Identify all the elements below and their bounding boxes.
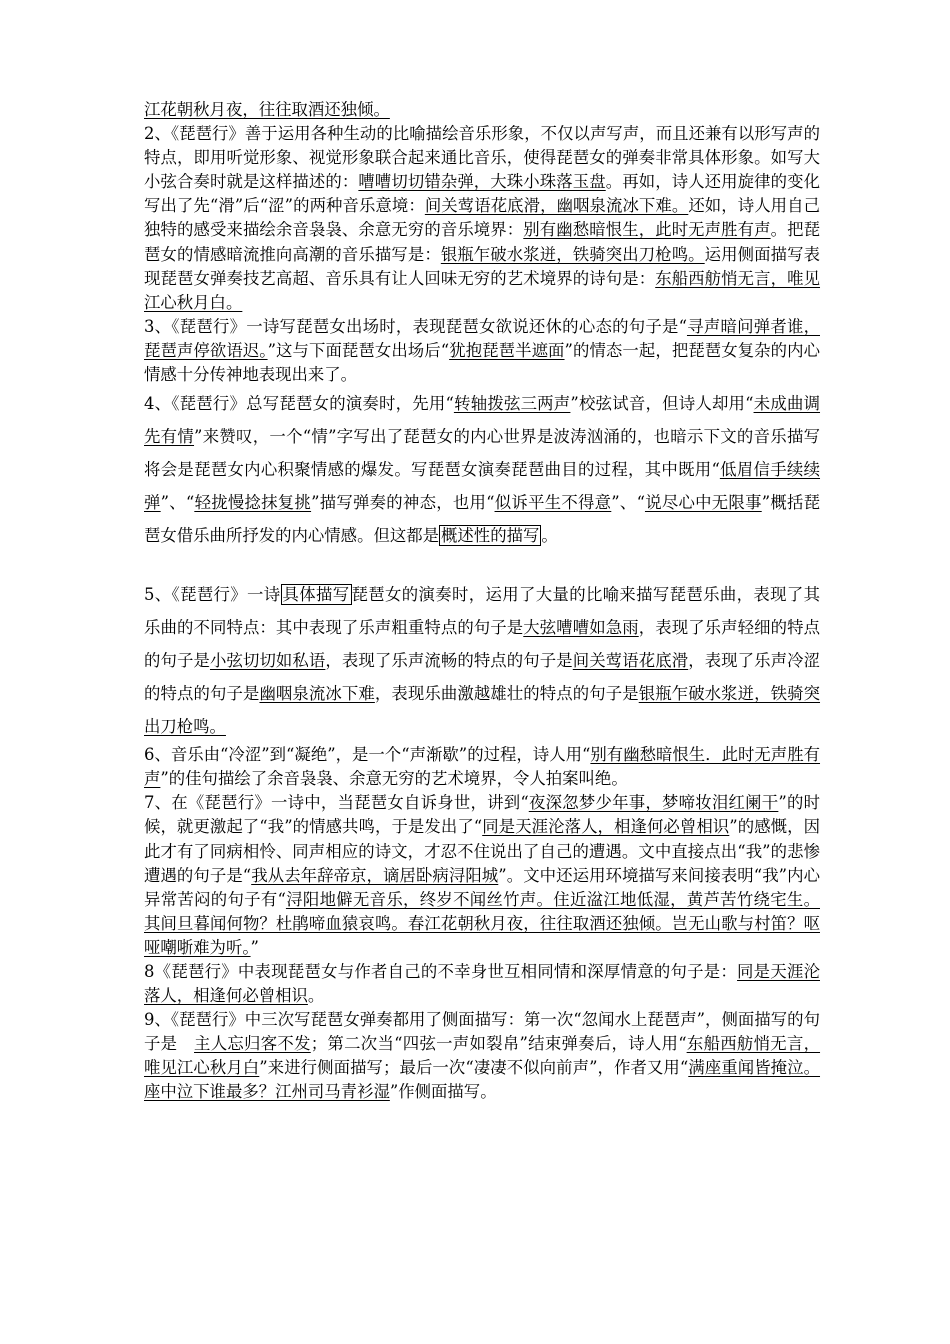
underlined-answer: 满座重闻皆掩泣。座中泣下谁最多？江州司马青衫湿 bbox=[144, 1058, 821, 1102]
underlined-answer: 江花朝秋月夜，往往取酒还独倾。 bbox=[144, 100, 390, 119]
text-run: ，表现了乐声冷涩的特点的句子是 bbox=[144, 651, 821, 704]
text-run: ”。文中还运用环境描写来间接表明“我”内心异常苦闷的句子有“ bbox=[144, 865, 820, 909]
underlined-answer: 说尽心中无限事 bbox=[644, 493, 762, 513]
text-run: 。 bbox=[541, 526, 558, 546]
text-run: ”的佳句描绘了余音袅袅、余意无穷的艺术境界，令人拍案叫绝。 bbox=[160, 769, 628, 789]
underlined-answer: 嘈嘈切切错杂弹，大珠小珠落玉盘 bbox=[358, 172, 606, 192]
underlined-answer: 犹抱琵琶半遮面 bbox=[449, 340, 565, 360]
paragraph-7 bbox=[144, 791, 820, 960]
underlined-answer: 我从去年辞帝京，谪居卧病浔阳城 bbox=[251, 865, 499, 885]
text-run: ，表现了乐声流畅的特点的句子是 bbox=[325, 651, 573, 671]
underlined-answer: 银瓶乍破水浆迸，铁骑突出刀枪鸣。 bbox=[440, 244, 705, 264]
text-run: 。再如，诗人还用旋律的变化写出了先“滑”后“涩”的两种音乐意境： bbox=[144, 172, 821, 216]
underlined-answer: 小弦切切如私语 bbox=[209, 651, 326, 671]
text-run: ”、“ bbox=[611, 493, 645, 513]
underlined-answer: 转轴拨弦三两声 bbox=[453, 394, 571, 414]
paragraph-9 bbox=[144, 1008, 820, 1104]
underlined-answer: 同是天涯沦落人，相逢何必曾相识 bbox=[482, 817, 730, 837]
paragraph-8 bbox=[144, 960, 820, 1008]
text-run: ” bbox=[250, 937, 259, 957]
paragraph-continuation bbox=[144, 98, 820, 122]
text-run: ”来进行侧面描写；最后一次“凄凄不似向前声”，作者又用“ bbox=[259, 1058, 689, 1078]
underlined-answer: 未成曲调先有情 bbox=[144, 394, 821, 447]
text-run: 6、音乐由“冷涩”到“凝绝”，是一个“声渐歇”的过程，诗人用“ bbox=[144, 745, 591, 765]
text-run: 8《琵琶行》中表现琵琶女与作者自己的不幸身世互相同情和深厚情意的句子是： bbox=[144, 961, 738, 981]
paragraph-3 bbox=[144, 315, 820, 387]
text-run: ”这与下面琵琶女出场后“ bbox=[267, 340, 450, 360]
boxed-term: 概述性的描写 bbox=[441, 526, 540, 546]
boxed-term: 具体描写 bbox=[282, 585, 350, 605]
underlined-answer: 浔阳地僻无音乐，终岁不闻丝竹声。住近湓江地低湿，黄芦苦竹绕宅生。其间旦暮闻何物？杜鹃啼血猿哀鸣。春江花朝秋月夜，往往取酒还独倾。岂无山歌与村笛？呕哑嘲哳难为听。 bbox=[144, 889, 820, 957]
text-run: 3、《琵琶行》一诗写琵琶女出场时，表现琵琶女欲说还休的心态的句子是“ bbox=[144, 316, 687, 336]
text-run: 9、《琵琶行》中三次写琵琶女弹奏都用了侧面描写：第一次“忽闻水上琵琶声”，侧面描写的句子是 bbox=[144, 1010, 820, 1054]
underlined-answer: 别有幽愁暗恨生．此时无声胜有声 bbox=[144, 745, 821, 789]
text-run: 还如，诗人用自己独特的感受来描绘余音袅袅、余意无穷的音乐境界： bbox=[144, 196, 820, 240]
paragraph-5 bbox=[144, 578, 820, 743]
text-run: ”、“ bbox=[160, 493, 195, 513]
text-run: ”的感慨，因此才有了同病相怜、同声相应的诗文，才忍不住说出了自己的遭遇。文中直接点出“我”的悲惨遭遇的句子是“ bbox=[144, 817, 820, 885]
text-run: ”校弦试音，但诗人却用“ bbox=[570, 394, 754, 414]
paragraph-4 bbox=[144, 387, 820, 552]
underlined-answer: 间关莺语花底滑，幽咽泉流冰下难。 bbox=[424, 196, 689, 216]
text-run: 。 bbox=[307, 986, 325, 1006]
text-run: ”作侧面描写。 bbox=[389, 1082, 497, 1102]
underlined-answer: 低眉信手续续弹 bbox=[144, 460, 821, 513]
text-run: ”概括琵琶女借乐曲所抒发的内心情感。但这都是 bbox=[144, 493, 821, 546]
paragraph-6 bbox=[144, 743, 820, 791]
underlined-answer: 银瓶乍破水浆迸，铁骑突出刀枪鸣。 bbox=[144, 684, 821, 737]
text-run: ”的时候，就更激起了“我”的情感共鸣，于是发出了“ bbox=[144, 793, 820, 837]
paragraph-2 bbox=[144, 122, 820, 315]
text-run: 7、在《琵琶行》一诗中，当琵琶女自诉身世，讲到“ bbox=[144, 793, 529, 813]
underlined-answer: 主人忘归客不发 bbox=[194, 1034, 311, 1054]
text-run: ，表现乐曲激越雄壮的特点的句子是 bbox=[374, 684, 639, 704]
text-run: 。把琵琶女的情感暗流推向高潮的音乐描写是： bbox=[144, 220, 821, 264]
underlined-answer: 东船西舫悄无言，唯见江心秋月白。 bbox=[144, 268, 821, 312]
document-body bbox=[144, 98, 820, 1105]
text-run: ”的情态一起，把琵琶女复杂的内心情感十分传神地表现出来了。 bbox=[144, 340, 820, 385]
underlined-answer: 夜深忽梦少年事，梦啼妆泪红阑干 bbox=[528, 793, 779, 813]
text-run: ”描写弹奏的神态，也用“ bbox=[311, 493, 495, 513]
text-run: ，表现了乐声轻细的特点的句子是 bbox=[144, 618, 821, 671]
underlined-answer: 同是天涯沦落人，相逢何必曾相识 bbox=[144, 961, 820, 1006]
underlined-answer: 间关莺语花底滑 bbox=[572, 651, 689, 671]
text-run: 5、《琵琶行》一诗 bbox=[144, 585, 281, 605]
text-run: 琵琶女的演奏时，运用了大量的比喻来描写琵琶乐曲，表现了其乐曲的不同特点：其中表现了乐声粗重特点的句子是 bbox=[144, 585, 821, 638]
text-run: 运用侧面描写表现琵琶女弹奏技艺高超、音乐具有让人回味无穷的艺术境界的诗句是： bbox=[144, 244, 821, 288]
text-run: 2、《琵琶行》善于运用各种生动的比喻描绘音乐形象，不仅以声写声，而且还兼有以形写声的特点，即用听觉形象、视觉形象联合起来通比音乐，使得琵琶女的弹奏非常具体形象。如写大小弦合奏时就是这样描述的： bbox=[144, 124, 820, 192]
text-run: 4、《琵琶行》总写琵琶女的演奏时，先用“ bbox=[144, 394, 454, 414]
underlined-answer: 幽咽泉流冰下难 bbox=[259, 684, 375, 704]
underlined-answer: 轻拢慢捻抹复挑 bbox=[194, 493, 312, 513]
text-run: ；第二次当“四弦一声如裂帛”结束弹奏后，诗人用“ bbox=[310, 1034, 687, 1054]
underlined-answer: 大弦嘈嘈如急雨 bbox=[523, 618, 639, 638]
text-run: ”来赞叹，一个“情”字写出了琵琶女的内心世界是波涛汹涌的，也暗示下文的音乐描写将会是琵琶女内心积聚情感的爆发。写琵琶女演奏琵琶曲目的过程，其中既用“ bbox=[144, 427, 821, 480]
underlined-answer: 寻声暗问弹者谁，琵琶声停欲语迟。 bbox=[144, 316, 820, 360]
underlined-answer: 似诉平生不得意 bbox=[494, 493, 612, 513]
underlined-answer: 东船西舫悄无言，唯见江心秋月白 bbox=[144, 1034, 821, 1078]
underlined-answer: 别有幽愁暗恨生，此时无声胜有声 bbox=[523, 220, 771, 240]
